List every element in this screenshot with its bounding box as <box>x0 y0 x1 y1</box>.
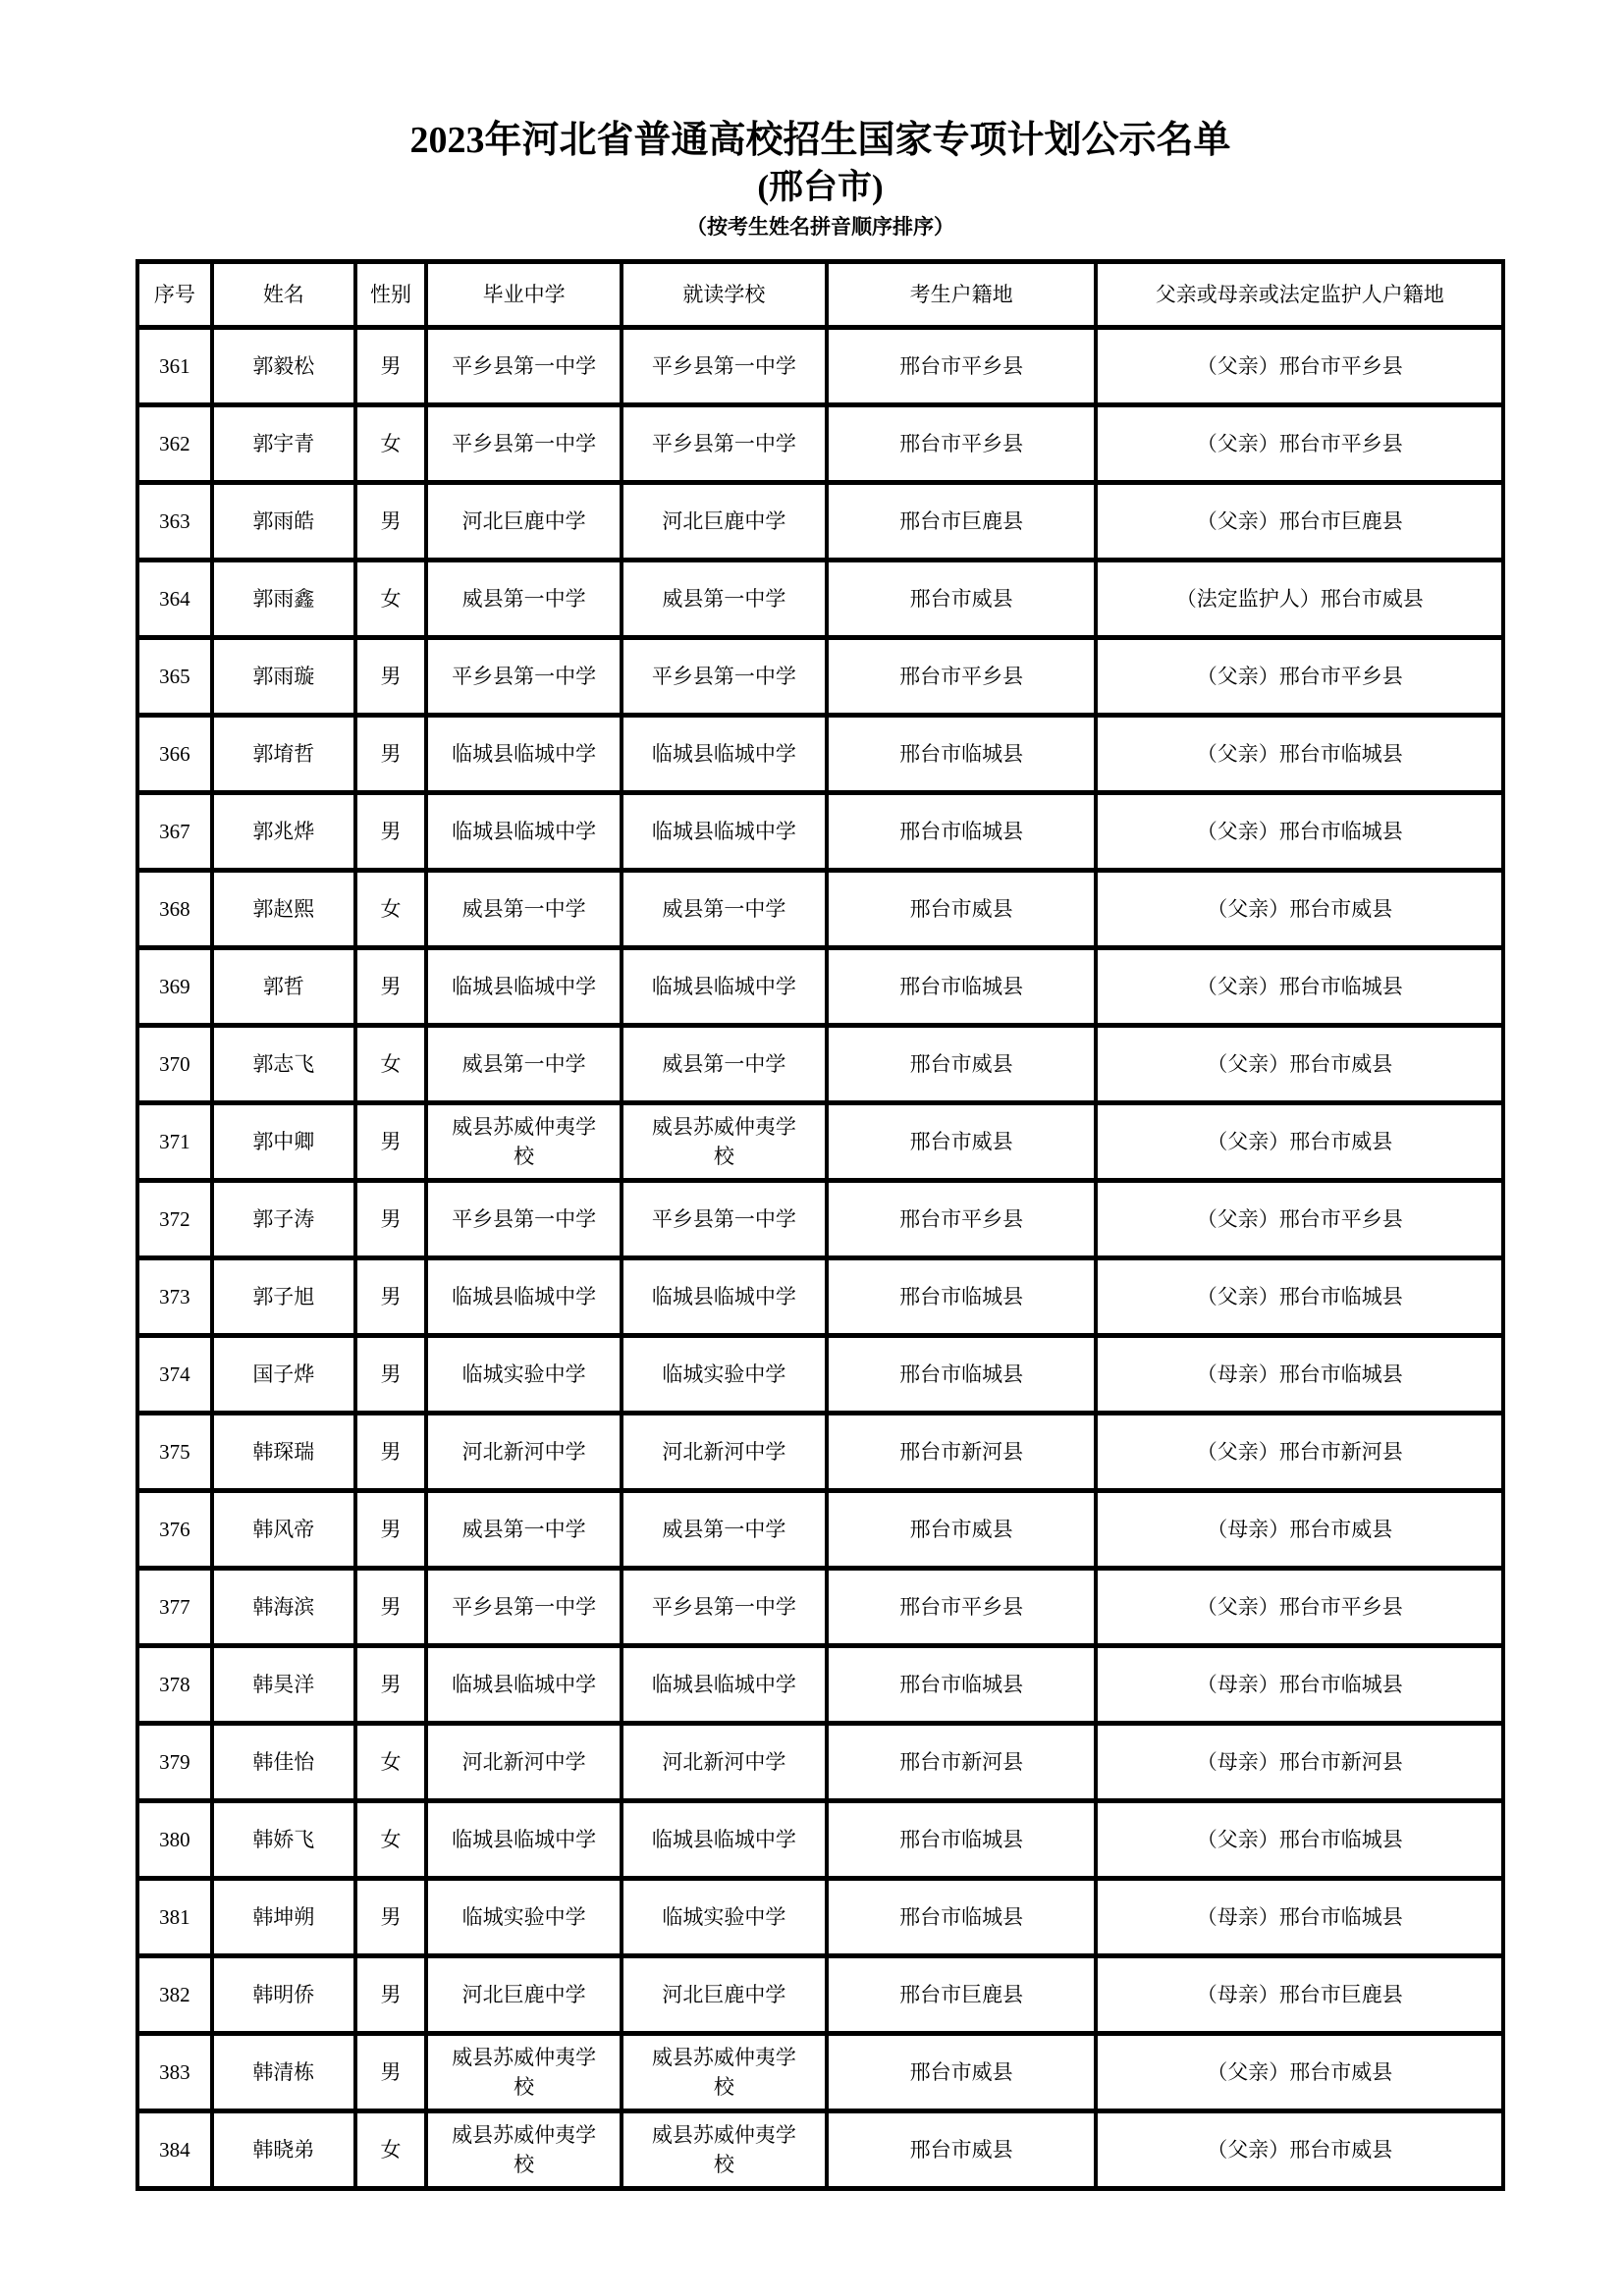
table-row <box>137 1569 1503 1646</box>
candidate-residence: 邢台市临城县 <box>827 716 1097 793</box>
candidate-gender: 女 <box>355 561 426 638</box>
candidate-gender: 男 <box>355 1336 426 1414</box>
attending-school: 河北巨鹿中学 <box>622 1956 827 2034</box>
candidate-residence: 邢台市巨鹿县 <box>827 1956 1097 2034</box>
graduate-school: 临城县临城中学 <box>426 1646 622 1724</box>
candidate-seq: 374 <box>137 1336 212 1414</box>
attending-school: 临城县临城中学 <box>622 716 827 793</box>
attending-school: 河北新河中学 <box>622 1724 827 1801</box>
candidate-name: 韩明侨 <box>212 1956 355 2034</box>
candidate-residence: 邢台市威县 <box>827 1026 1097 1103</box>
graduate-school: 威县第一中学 <box>426 561 622 638</box>
guardian-residence: （母亲）邢台市巨鹿县 <box>1096 1956 1503 2034</box>
attending-school: 平乡县第一中学 <box>622 328 827 405</box>
candidate-gender: 男 <box>355 1103 426 1181</box>
page-subtitle: (邢台市) <box>757 168 884 206</box>
column-header-candidate-residence: 考生户籍地 <box>827 262 1097 328</box>
candidate-name: 韩晓弟 <box>212 2111 355 2189</box>
graduate-school: 临城实验中学 <box>426 1336 622 1414</box>
graduate-school: 临城县临城中学 <box>426 1258 622 1336</box>
attending-school: 河北新河中学 <box>622 1414 827 1491</box>
graduate-school: 临城县临城中学 <box>426 716 622 793</box>
candidate-gender: 女 <box>355 2111 426 2189</box>
candidate-residence: 邢台市平乡县 <box>827 638 1097 716</box>
candidate-residence: 邢台市临城县 <box>827 1336 1097 1414</box>
attending-school: 临城实验中学 <box>622 1879 827 1956</box>
candidate-residence: 邢台市威县 <box>827 1103 1097 1181</box>
guardian-residence: （父亲）邢台市临城县 <box>1096 1258 1503 1336</box>
candidate-residence: 邢台市威县 <box>827 2034 1097 2111</box>
guardian-residence: （父亲）邢台市临城县 <box>1096 793 1503 871</box>
table-row <box>137 1646 1503 1724</box>
candidate-name: 韩海滨 <box>212 1569 355 1646</box>
candidate-name: 郭子涛 <box>212 1181 355 1258</box>
graduate-school: 临城县临城中学 <box>426 1801 622 1879</box>
guardian-residence: （母亲）邢台市新河县 <box>1096 1724 1503 1801</box>
candidate-gender: 男 <box>355 638 426 716</box>
candidate-seq: 384 <box>137 2111 212 2189</box>
candidate-seq: 365 <box>137 638 212 716</box>
attending-school: 平乡县第一中学 <box>622 405 827 483</box>
guardian-residence: （父亲）邢台市平乡县 <box>1096 638 1503 716</box>
candidate-name: 韩昊洋 <box>212 1646 355 1724</box>
attending-school: 威县第一中学 <box>622 561 827 638</box>
candidate-name: 郭兆烨 <box>212 793 355 871</box>
guardian-residence: （父亲）邢台市平乡县 <box>1096 1181 1503 1258</box>
table-row <box>137 1336 1503 1414</box>
candidate-seq: 380 <box>137 1801 212 1879</box>
candidate-name: 韩佳怡 <box>212 1724 355 1801</box>
candidate-name: 韩坤朔 <box>212 1879 355 1956</box>
table-row <box>137 2111 1503 2189</box>
candidate-seq: 367 <box>137 793 212 871</box>
candidate-name: 郭志飞 <box>212 1026 355 1103</box>
candidate-seq: 362 <box>137 405 212 483</box>
column-header-seq: 序号 <box>137 262 212 328</box>
candidate-seq: 381 <box>137 1879 212 1956</box>
candidate-seq: 364 <box>137 561 212 638</box>
attending-school: 临城县临城中学 <box>622 948 827 1026</box>
candidate-seq: 378 <box>137 1646 212 1724</box>
candidate-seq: 372 <box>137 1181 212 1258</box>
candidate-gender: 男 <box>355 716 426 793</box>
candidate-gender: 男 <box>355 1181 426 1258</box>
candidate-seq: 371 <box>137 1103 212 1181</box>
candidate-gender: 男 <box>355 1646 426 1724</box>
guardian-residence: （父亲）邢台市新河县 <box>1096 1414 1503 1491</box>
attending-school: 平乡县第一中学 <box>622 638 827 716</box>
guardian-residence: （母亲）邢台市临城县 <box>1096 1336 1503 1414</box>
header-row <box>137 262 1503 328</box>
table-row <box>137 793 1503 871</box>
guardian-residence: （父亲）邢台市巨鹿县 <box>1096 483 1503 561</box>
candidate-seq: 379 <box>137 1724 212 1801</box>
attending-school: 临城县临城中学 <box>622 793 827 871</box>
candidate-residence: 邢台市临城县 <box>827 1258 1097 1336</box>
candidate-gender: 男 <box>355 1569 426 1646</box>
candidate-residence: 邢台市巨鹿县 <box>827 483 1097 561</box>
candidate-name: 郭中卿 <box>212 1103 355 1181</box>
guardian-residence: （父亲）邢台市威县 <box>1096 2111 1503 2189</box>
candidate-name: 郭赵熙 <box>212 871 355 948</box>
candidate-residence: 邢台市平乡县 <box>827 405 1097 483</box>
table-row <box>137 1724 1503 1801</box>
candidate-seq: 369 <box>137 948 212 1026</box>
candidate-residence: 邢台市新河县 <box>827 1724 1097 1801</box>
guardian-residence: （父亲）邢台市临城县 <box>1096 1801 1503 1879</box>
candidate-residence: 邢台市威县 <box>827 871 1097 948</box>
candidate-gender: 男 <box>355 328 426 405</box>
candidate-gender: 男 <box>355 1879 426 1956</box>
candidate-name: 韩清栋 <box>212 2034 355 2111</box>
attending-school: 平乡县第一中学 <box>622 1569 827 1646</box>
table-row <box>137 1258 1503 1336</box>
candidate-residence: 邢台市威县 <box>827 2111 1097 2189</box>
attending-school: 河北巨鹿中学 <box>622 483 827 561</box>
candidate-residence: 邢台市平乡县 <box>827 328 1097 405</box>
column-header-attending-school: 就读学校 <box>622 262 827 328</box>
candidate-seq: 363 <box>137 483 212 561</box>
graduate-school: 河北新河中学 <box>426 1724 622 1801</box>
table-row <box>137 561 1503 638</box>
graduate-school: 平乡县第一中学 <box>426 1569 622 1646</box>
candidate-name: 国子烨 <box>212 1336 355 1414</box>
table-row <box>137 1414 1503 1491</box>
candidate-residence: 邢台市平乡县 <box>827 1181 1097 1258</box>
candidate-name: 郭雨皓 <box>212 483 355 561</box>
candidate-seq: 361 <box>137 328 212 405</box>
graduate-school: 平乡县第一中学 <box>426 1181 622 1258</box>
guardian-residence: （母亲）邢台市临城县 <box>1096 1879 1503 1956</box>
graduate-school: 威县第一中学 <box>426 1026 622 1103</box>
graduate-school: 临城县临城中学 <box>426 793 622 871</box>
candidate-gender: 男 <box>355 1956 426 2034</box>
candidate-seq: 368 <box>137 871 212 948</box>
candidate-name: 郭毅松 <box>212 328 355 405</box>
attending-school: 威县第一中学 <box>622 1026 827 1103</box>
candidate-name: 郭堉哲 <box>212 716 355 793</box>
candidate-name: 郭宇青 <box>212 405 355 483</box>
candidate-gender: 女 <box>355 871 426 948</box>
candidate-seq: 377 <box>137 1569 212 1646</box>
guardian-residence: （法定监护人）邢台市威县 <box>1096 561 1503 638</box>
candidate-name: 韩琛瑞 <box>212 1414 355 1491</box>
guardian-residence: （父亲）邢台市威县 <box>1096 2034 1503 2111</box>
column-header-gender: 性别 <box>355 262 426 328</box>
table-row <box>137 1181 1503 1258</box>
graduate-school: 威县第一中学 <box>426 871 622 948</box>
guardian-residence: （父亲）邢台市临城县 <box>1096 948 1503 1026</box>
page-title: 2023年河北省普通高校招生国家专项计划公示名单 <box>409 120 1231 161</box>
graduate-school: 河北新河中学 <box>426 1414 622 1491</box>
table-row <box>137 483 1503 561</box>
table-row <box>137 1103 1503 1181</box>
candidate-gender: 女 <box>355 405 426 483</box>
candidate-seq: 383 <box>137 2034 212 2111</box>
guardian-residence: （父亲）邢台市威县 <box>1096 1026 1503 1103</box>
candidate-gender: 男 <box>355 483 426 561</box>
graduate-school: 河北巨鹿中学 <box>426 1956 622 2034</box>
guardian-residence: （母亲）邢台市临城县 <box>1096 1646 1503 1724</box>
table-row <box>137 1801 1503 1879</box>
graduate-school: 威县第一中学 <box>426 1491 622 1569</box>
graduate-school: 平乡县第一中学 <box>426 638 622 716</box>
candidate-name: 郭雨璇 <box>212 638 355 716</box>
attending-school: 威县第一中学 <box>622 1491 827 1569</box>
graduate-school: 威县苏威仲夷学校 <box>426 2034 622 2111</box>
candidate-gender: 男 <box>355 1258 426 1336</box>
candidate-gender: 女 <box>355 1801 426 1879</box>
candidate-gender: 男 <box>355 793 426 871</box>
candidate-residence: 邢台市临城县 <box>827 948 1097 1026</box>
graduate-school: 威县苏威仲夷学校 <box>426 1103 622 1181</box>
candidate-seq: 375 <box>137 1414 212 1491</box>
guardian-residence: （父亲）邢台市威县 <box>1096 1103 1503 1181</box>
graduate-school: 平乡县第一中学 <box>426 328 622 405</box>
candidate-gender: 男 <box>355 1491 426 1569</box>
candidate-residence: 邢台市临城县 <box>827 1801 1097 1879</box>
candidate-residence: 邢台市新河县 <box>827 1414 1097 1491</box>
document-page <box>135 0 1505 2191</box>
graduate-school: 威县苏威仲夷学校 <box>426 2111 622 2189</box>
candidate-name: 韩娇飞 <box>212 1801 355 1879</box>
graduate-school: 临城实验中学 <box>426 1879 622 1956</box>
roster-body <box>137 328 1503 2189</box>
guardian-residence: （父亲）邢台市平乡县 <box>1096 328 1503 405</box>
column-header-name: 姓名 <box>212 262 355 328</box>
attending-school: 威县苏威仲夷学校 <box>622 1103 827 1181</box>
candidate-name: 郭雨鑫 <box>212 561 355 638</box>
candidate-roster-table <box>135 259 1505 2191</box>
candidate-seq: 370 <box>137 1026 212 1103</box>
candidate-residence: 邢台市临城县 <box>827 1879 1097 1956</box>
graduate-school: 平乡县第一中学 <box>426 405 622 483</box>
candidate-residence: 邢台市临城县 <box>827 1646 1097 1724</box>
guardian-residence: （父亲）邢台市平乡县 <box>1096 405 1503 483</box>
candidate-gender: 男 <box>355 2034 426 2111</box>
table-row <box>137 1491 1503 1569</box>
attending-school: 临城县临城中学 <box>622 1801 827 1879</box>
guardian-residence: （父亲）邢台市临城县 <box>1096 716 1503 793</box>
table-row <box>137 948 1503 1026</box>
table-row <box>137 716 1503 793</box>
graduate-school: 临城县临城中学 <box>426 948 622 1026</box>
candidate-gender: 女 <box>355 1026 426 1103</box>
attending-school: 临城县临城中学 <box>622 1646 827 1724</box>
candidate-gender: 男 <box>355 948 426 1026</box>
candidate-residence: 邢台市临城县 <box>827 793 1097 871</box>
candidate-residence: 邢台市平乡县 <box>827 1569 1097 1646</box>
guardian-residence: （母亲）邢台市威县 <box>1096 1491 1503 1569</box>
table-row <box>137 328 1503 405</box>
candidate-seq: 376 <box>137 1491 212 1569</box>
table-row <box>137 638 1503 716</box>
table-row <box>137 871 1503 948</box>
candidate-seq: 373 <box>137 1258 212 1336</box>
candidate-gender: 男 <box>355 1414 426 1491</box>
candidate-seq: 366 <box>137 716 212 793</box>
candidate-seq: 382 <box>137 1956 212 2034</box>
sort-order-note: （按考生姓名拼音顺序排序） <box>686 215 954 239</box>
attending-school: 平乡县第一中学 <box>622 1181 827 1258</box>
attending-school: 威县苏威仲夷学校 <box>622 2034 827 2111</box>
attending-school: 威县苏威仲夷学校 <box>622 2111 827 2189</box>
column-header-graduate-school: 毕业中学 <box>426 262 622 328</box>
candidate-residence: 邢台市威县 <box>827 1491 1097 1569</box>
title-block <box>135 116 1505 241</box>
attending-school: 威县第一中学 <box>622 871 827 948</box>
column-header-guardian-residence: 父亲或母亲或法定监护人户籍地 <box>1096 262 1503 328</box>
table-row <box>137 1026 1503 1103</box>
table-row <box>137 1879 1503 1956</box>
guardian-residence: （父亲）邢台市威县 <box>1096 871 1503 948</box>
attending-school: 临城实验中学 <box>622 1336 827 1414</box>
candidate-name: 韩风帝 <box>212 1491 355 1569</box>
candidate-residence: 邢台市威县 <box>827 561 1097 638</box>
candidate-gender: 女 <box>355 1724 426 1801</box>
graduate-school: 河北巨鹿中学 <box>426 483 622 561</box>
candidate-name: 郭哲 <box>212 948 355 1026</box>
guardian-residence: （父亲）邢台市平乡县 <box>1096 1569 1503 1646</box>
attending-school: 临城县临城中学 <box>622 1258 827 1336</box>
candidate-name: 郭子旭 <box>212 1258 355 1336</box>
table-row <box>137 405 1503 483</box>
table-row <box>137 2034 1503 2111</box>
table-row <box>137 1956 1503 2034</box>
